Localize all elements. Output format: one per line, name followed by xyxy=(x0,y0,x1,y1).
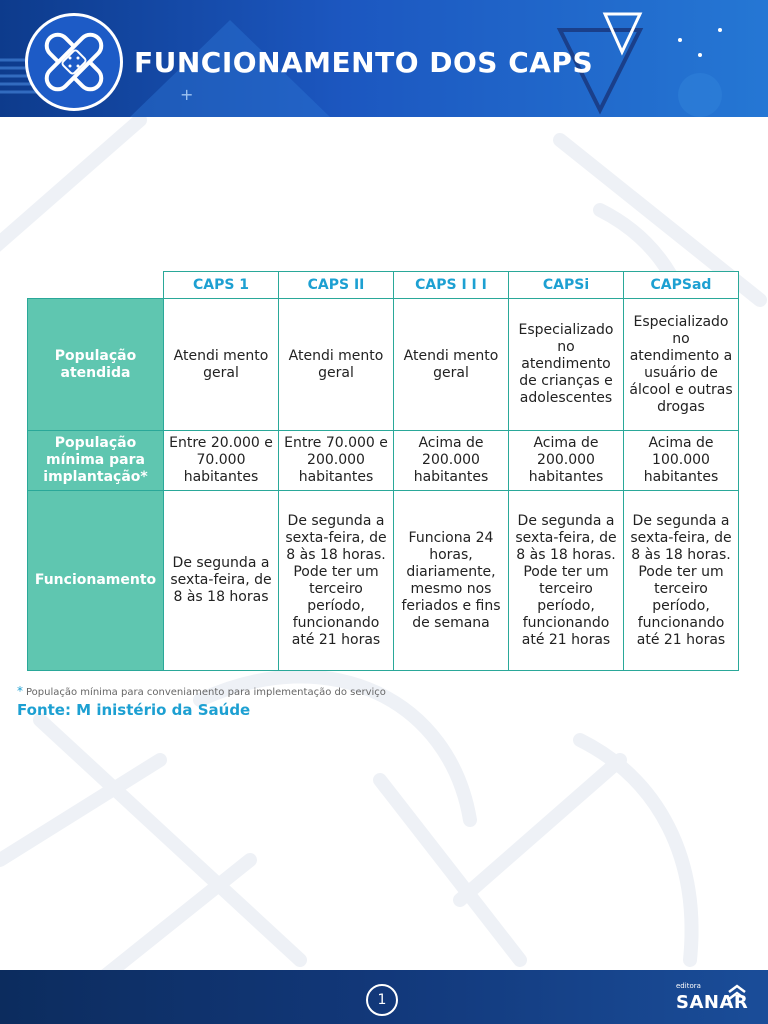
page-number: 1 xyxy=(366,984,398,1016)
brand-name: SANAR xyxy=(676,992,749,1013)
brand-chevron-icon xyxy=(728,984,746,1002)
table-cell: Especializado no atendimento de crianças e adolescentes xyxy=(509,299,624,431)
row-header: População mínima para implantação* xyxy=(28,431,164,491)
bandage-logo xyxy=(25,13,123,111)
page-header xyxy=(0,0,768,117)
brand-small-text: editora xyxy=(676,982,701,990)
column-header: CAPSi xyxy=(509,272,624,299)
table-cell: Entre 70.000 e 200.000 habitantes xyxy=(279,431,394,491)
table-header-row xyxy=(28,272,739,299)
table-cell: Especializado no atendimento a usuário de álcool e outras drogas xyxy=(624,299,739,431)
column-header: CAPS II xyxy=(279,272,394,299)
column-header: CAPSad xyxy=(624,272,739,299)
table-cell: Entre 20.000 e 70.000 habitantes xyxy=(164,431,279,491)
table-cell: Atendi mento geral xyxy=(164,299,279,431)
table-row xyxy=(28,491,739,671)
table-cell: Acima de 200.000 habitantes xyxy=(509,431,624,491)
table-row xyxy=(28,299,739,431)
table-row xyxy=(28,431,739,491)
table-cell: Funciona 24 horas, diariamente, mesmo nos feriados e fins de semana xyxy=(394,491,509,671)
table-cell: Acima de 100.000 habitantes xyxy=(624,431,739,491)
column-header: CAPS I I I xyxy=(394,272,509,299)
page-title: FUNCIONAMENTO DOS CAPS xyxy=(134,46,594,79)
table-cell: Acima de 200.000 habitantes xyxy=(394,431,509,491)
column-header: CAPS 1 xyxy=(164,272,279,299)
footnote xyxy=(17,684,386,698)
caps-comparison-table xyxy=(27,271,739,671)
bandage-icon xyxy=(28,16,120,108)
table-cell: De segunda a sexta-feira, de 8 às 18 horas xyxy=(164,491,279,671)
table-cell: De segunda a sexta-feira, de 8 às 18 horas. Pode ter um terceiro período, funcionando até 21 horas xyxy=(624,491,739,671)
table-cell: Atendi mento geral xyxy=(394,299,509,431)
source-citation: Fonte: M inistério da Saúde xyxy=(17,701,251,719)
table-cell: Atendi mento geral xyxy=(279,299,394,431)
footnote-text: População mínima para conveniamento para implementação do serviço xyxy=(26,687,386,698)
corner-cell xyxy=(28,272,164,299)
page-footer xyxy=(0,970,768,1024)
row-header: Funcionamento xyxy=(28,491,164,671)
row-header: População atendida xyxy=(28,299,164,431)
footnote-marker: * xyxy=(17,684,23,698)
table-cell: De segunda a sexta-feira, de 8 às 18 horas. Pode ter um terceiro período, funcionando até 21 horas xyxy=(279,491,394,671)
svg-text:+: + xyxy=(180,85,194,104)
table-cell: De segunda a sexta-feira, de 8 às 18 horas. Pode ter um terceiro período, funcionando até 21 horas xyxy=(509,491,624,671)
